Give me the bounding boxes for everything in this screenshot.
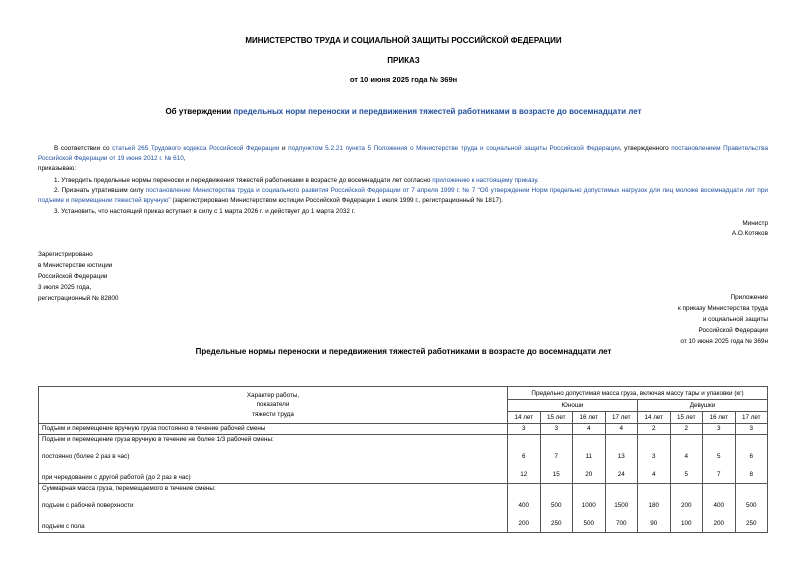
group-values — [670, 435, 703, 484]
header-line: показатели — [256, 401, 290, 409]
preamble-text: , — [183, 155, 186, 162]
appendix-link[interactable]: приложению к настоящему приказу — [432, 177, 537, 184]
registration-line: Российской Федерации — [38, 273, 108, 280]
group-values — [735, 484, 768, 533]
boys-header: Юноши — [508, 400, 638, 412]
registration-line: в Министерстве юстиции — [38, 262, 113, 269]
girls-header: Девушки — [638, 400, 768, 412]
row-label: Подъем и перемещение вручную груза постоянно в течение рабочей смены — [39, 424, 508, 435]
signature-position: Министр — [742, 220, 768, 227]
age-header: 14 лет — [638, 412, 671, 424]
group-values — [638, 435, 671, 484]
group-values — [605, 435, 638, 484]
table-cell: 400 — [713, 502, 724, 509]
table-cell: 4 — [605, 424, 638, 435]
table-header-row — [39, 387, 768, 400]
group-values — [670, 484, 703, 533]
table-cell: 250 — [745, 520, 757, 527]
table-cell: 13 — [617, 453, 625, 460]
group-values — [703, 435, 736, 484]
row-label: при чередовании с другой работой (до 2 раз в час) — [42, 474, 191, 481]
column-header-work — [39, 387, 508, 424]
table-cell: 90 — [650, 520, 658, 527]
table-cell: 15 — [552, 471, 560, 478]
preamble — [38, 144, 768, 164]
table-row — [39, 484, 768, 533]
item-1 — [54, 176, 768, 186]
table-row — [39, 424, 768, 435]
table-cell: 7 — [716, 471, 721, 478]
title-link[interactable]: предельных норм переноски и передвижения тяжестей работниками в возрасте до восемнадцати лет — [233, 107, 642, 116]
table-cell: 180 — [648, 502, 659, 509]
registration-block — [38, 249, 118, 304]
group-values — [573, 435, 606, 484]
regulation-link[interactable]: подпунктом 5.2.21 пункта 5 Положения о Министерстве труда и социальной защиты Российской Федерации — [288, 145, 620, 152]
group-label: Суммарная масса груза, перемещаемого в течение смены: — [42, 485, 216, 492]
age-header: 14 лет — [508, 412, 541, 424]
group-cell — [39, 484, 508, 533]
table-cell: 4 — [684, 453, 688, 460]
preamble-text: , утвержденного — [619, 145, 672, 152]
ministry-name: МИНИСТЕРСТВО ТРУДА И СОЦИАЛЬНОЙ ЗАЩИТЫ РОССИЙСКОЙ ФЕДЕРАЦИИ — [245, 36, 562, 45]
group-values — [605, 484, 638, 533]
row-label: подъем с рабочей поверхности — [42, 502, 134, 509]
age-header: 17 лет — [735, 412, 768, 424]
table-cell: 5 — [684, 471, 688, 478]
age-header: 17 лет — [605, 412, 638, 424]
table-cell: 1500 — [614, 502, 629, 509]
age-header: 16 лет — [703, 412, 736, 424]
header-line: тяжести труда — [252, 410, 294, 418]
appendix-header-line: и социальной защиты — [702, 316, 768, 323]
table-cell: 7 — [554, 453, 558, 460]
document-type: ПРИКАЗ — [387, 56, 420, 65]
item-2-end: (зарегистрировано Министерством юстиции Российской Федерации 1 июля 1999 г., регистрационный № 1817). — [170, 197, 503, 204]
item-2-text: 2. Признать утратившим силу — [54, 187, 146, 194]
appendix-header-line: Приложение — [730, 294, 768, 301]
appendix-header-line: к приказу Министерства труда — [677, 305, 768, 312]
group-values — [735, 435, 768, 484]
appendix-title: Предельные нормы переноски и передвижения тяжестей работниками в возрасте до восемнадцати лет — [195, 347, 612, 356]
table-cell: 6 — [521, 453, 526, 460]
table-row — [39, 435, 768, 484]
table-cell: 3 — [508, 424, 541, 435]
group-values — [540, 435, 573, 484]
group-label: Подъем и перемещение груза вручную в течение не более 1/3 рабочей смены: — [42, 436, 274, 443]
row-label: постоянно (более 2 раз в час) — [42, 453, 130, 460]
mass-header: Предельно допустимая масса груза, включая массу тары и упаковки (кг) — [508, 387, 768, 400]
item-1-end: . — [536, 177, 539, 184]
table-cell: 11 — [585, 453, 593, 460]
group-values — [573, 484, 606, 533]
registration-line: регистрационный № 82800 — [38, 295, 119, 302]
preamble-text: В соответствии со — [54, 145, 113, 152]
header-line: Характер работы, — [246, 391, 300, 399]
item-2 — [38, 186, 768, 206]
age-header: 15 лет — [540, 412, 573, 424]
government-decree-link[interactable]: постановлением Правительства Российской Федерации от 19 июня 2012 г. № 610 — [38, 145, 768, 162]
table-cell: 12 — [520, 471, 528, 478]
table-cell: 24 — [617, 471, 625, 478]
table-cell: 8 — [749, 471, 753, 478]
table-cell: 400 — [518, 502, 529, 509]
registration-line: Зарегистрировано — [38, 251, 93, 258]
table-cell: 5 — [716, 453, 721, 460]
item-3: 3. Установить, что настоящий приказ вступает в силу с 1 марта 2026 г. и действует до 1 марта 2032 г. — [54, 208, 356, 215]
group-cell — [39, 435, 508, 484]
table-cell: 20 — [585, 471, 593, 478]
table-cell: 3 — [540, 424, 573, 435]
age-header: 15 лет — [670, 412, 703, 424]
table-cell: 700 — [615, 520, 627, 527]
item-1-text: 1. Утвердить предельные нормы переноски и передвижения тяжестей работниками в возрасте до восемнадцати лет согласно — [54, 177, 433, 184]
registration-line: 3 июля 2025 года, — [38, 284, 92, 291]
appendix-header — [678, 292, 768, 347]
table-cell: 3 — [703, 424, 736, 435]
table-cell: 500 — [583, 520, 594, 527]
age-header: 16 лет — [573, 412, 606, 424]
labor-code-link[interactable]: статьей 265 Трудового кодекса Российской Федерации — [112, 145, 280, 152]
table-cell: 4 — [573, 424, 606, 435]
table-cell: 200 — [518, 520, 529, 527]
appendix-header-line: от 10 июня 2025 года № 369н — [680, 338, 768, 345]
table-cell: 200 — [713, 520, 724, 527]
preamble-text: и — [279, 145, 289, 152]
document-date-number: от 10 июня 2025 года № 369н — [349, 75, 458, 84]
table-cell: 200 — [680, 502, 692, 509]
repealed-decree-link[interactable]: постановление Министерства труда и социального развития Российской Федерации от 7 апреля 1999 г. № 7 "Об утверждении Норм предельно допустимых нагрузок для лиц моложе восемнадцати лет при подъеме и перемещении тяжестей вручную" — [38, 187, 768, 204]
table-cell: 2 — [670, 424, 703, 435]
table-cell: 3 — [651, 453, 656, 460]
table-cell: 3 — [735, 424, 768, 435]
table-cell: 100 — [680, 520, 692, 527]
row-label: подъем с пола — [42, 523, 85, 530]
table-cell: 6 — [749, 453, 753, 460]
table-cell: 250 — [550, 520, 562, 527]
group-values — [508, 484, 541, 533]
group-values — [703, 484, 736, 533]
group-values — [540, 484, 573, 533]
norms-table — [38, 386, 768, 533]
table-cell: 1000 — [581, 502, 596, 509]
table-cell: 2 — [638, 424, 671, 435]
title-prefix: Об утверждении — [165, 107, 234, 116]
table-cell: 500 — [550, 502, 562, 509]
group-values — [508, 435, 541, 484]
appendix-header-line: Российской Федерации — [698, 327, 768, 334]
table-cell: 4 — [651, 471, 656, 478]
document-title — [0, 107, 807, 116]
orders-word: приказываю: — [38, 165, 76, 172]
table-cell: 500 — [745, 502, 757, 509]
group-values — [638, 484, 671, 533]
signature-name: А.О.Котяков — [731, 230, 768, 237]
